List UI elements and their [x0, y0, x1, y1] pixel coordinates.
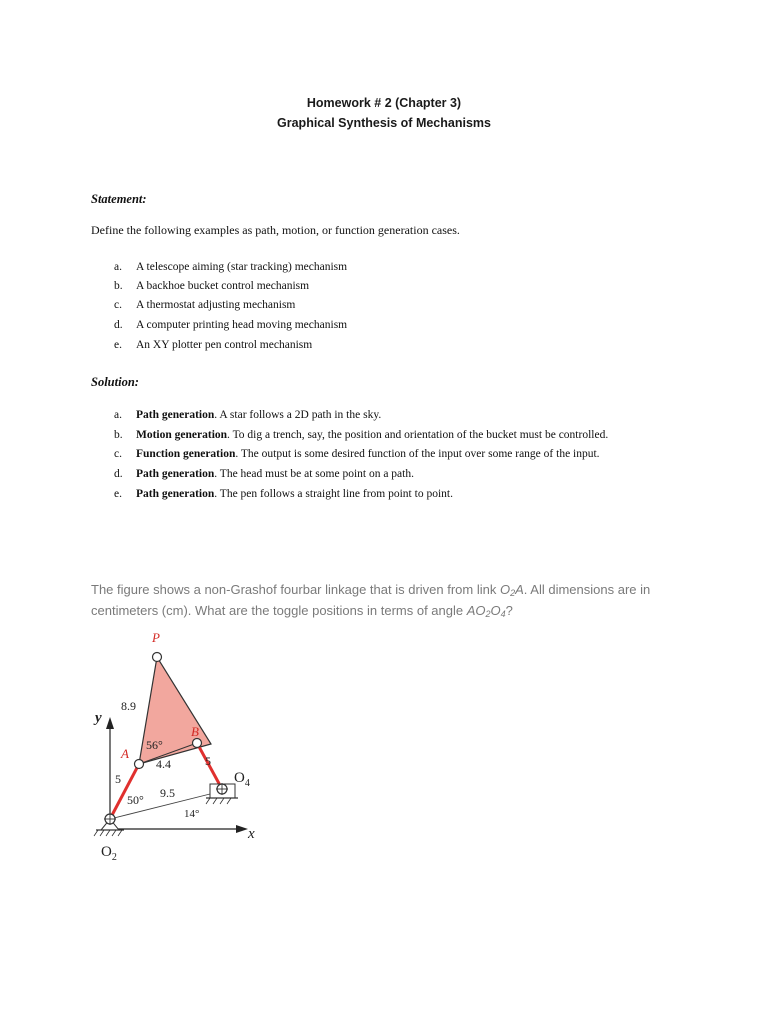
angle-subscript-2: 4: [500, 609, 506, 619]
statement-intro: Define the following examples as path, motion, or function generation cases.: [91, 223, 460, 237]
item-letter: c.: [114, 448, 122, 460]
dim-o2a: 5: [115, 772, 121, 786]
item-letter: d.: [114, 319, 123, 331]
label-b: B: [191, 724, 199, 739]
dim-ab: 4.4: [156, 757, 171, 771]
label-o4-letter: O: [234, 770, 245, 786]
label-y: y: [95, 710, 102, 726]
label-o4-sub: 4: [244, 778, 250, 789]
link-a: A: [515, 582, 524, 597]
item-text: A computer printing head moving mechanism: [136, 319, 348, 331]
item-text: A backhoe bucket control mechanism: [136, 280, 310, 292]
angle-ground: 14°: [184, 808, 200, 820]
item-text: A telescope aiming (star tracking) mechanism: [136, 261, 348, 273]
dim-bo4: 5: [205, 754, 211, 768]
link-o: O: [499, 582, 511, 597]
item-letter: a.: [114, 261, 122, 273]
question-part-2: . All dimensions are in centimeters (cm). What are the toggle positions in terms of angle: [91, 582, 651, 618]
pin-joint-o2: [104, 813, 116, 825]
question-part-3: ?: [505, 603, 513, 618]
item-rest: . To dig a trench, say, the position and orientation of the bucket must be controlled.: [227, 429, 609, 441]
item-letter: b.: [114, 429, 123, 441]
item-bold: Path generation: [136, 488, 215, 500]
item-bold: Path generation: [136, 409, 215, 421]
x-axis: [110, 825, 248, 833]
dim-o2o4: 9.5: [160, 786, 175, 800]
item-letter: b.: [114, 280, 123, 292]
label-o2-letter: O: [101, 844, 112, 860]
solution-heading: Solution:: [91, 375, 139, 389]
item-rest: . The pen follows a straight line from point to point.: [214, 488, 453, 500]
item-rest: . The output is some desired function of the input over some range of the input.: [235, 448, 600, 460]
label-o2: [101, 844, 117, 863]
angle-subscript-1: 2: [485, 609, 491, 619]
dim-pa: 8.9: [121, 699, 136, 713]
label-o2-sub: 2: [111, 852, 117, 863]
item-letter: e.: [114, 488, 122, 500]
angle-ao: AO: [466, 603, 486, 618]
title-line-2: Graphical Synthesis of Mechanisms: [277, 116, 491, 130]
title-line-1: Homework # 2 (Chapter 3): [306, 96, 462, 110]
item-letter: e.: [114, 339, 122, 351]
item-bold: Function generation: [136, 448, 236, 460]
pin-joint-b: [193, 739, 202, 748]
angle-o2: 50°: [127, 793, 144, 807]
item-text: A thermostat adjusting mechanism: [136, 299, 296, 311]
item-rest: . A star follows a 2D path in the sky.: [214, 409, 382, 421]
item-rest: . The head must be at some point on a path.: [214, 468, 414, 480]
angle-pab: 56°: [146, 738, 163, 752]
item-bold: Motion generation: [136, 429, 228, 441]
item-bold: Path generation: [136, 468, 215, 480]
link-subscript: 2: [510, 588, 516, 598]
item-letter: a.: [114, 409, 122, 421]
question-part-1: The figure shows a non-Grashof fourbar linkage that is driven from link: [91, 582, 500, 597]
label-x: x: [248, 826, 255, 842]
label-p: P: [152, 630, 160, 645]
item-letter: d.: [114, 468, 123, 480]
item-text: An XY plotter pen control mechanism: [136, 339, 313, 351]
pin-joint-p: [153, 653, 162, 662]
statement-heading: Statement:: [91, 192, 147, 206]
angle-o: O: [490, 603, 501, 618]
pin-joint-a: [135, 760, 144, 769]
label-o4: [234, 770, 250, 789]
y-axis: [106, 717, 114, 820]
label-a: A: [121, 746, 129, 761]
item-letter: c.: [114, 299, 122, 311]
